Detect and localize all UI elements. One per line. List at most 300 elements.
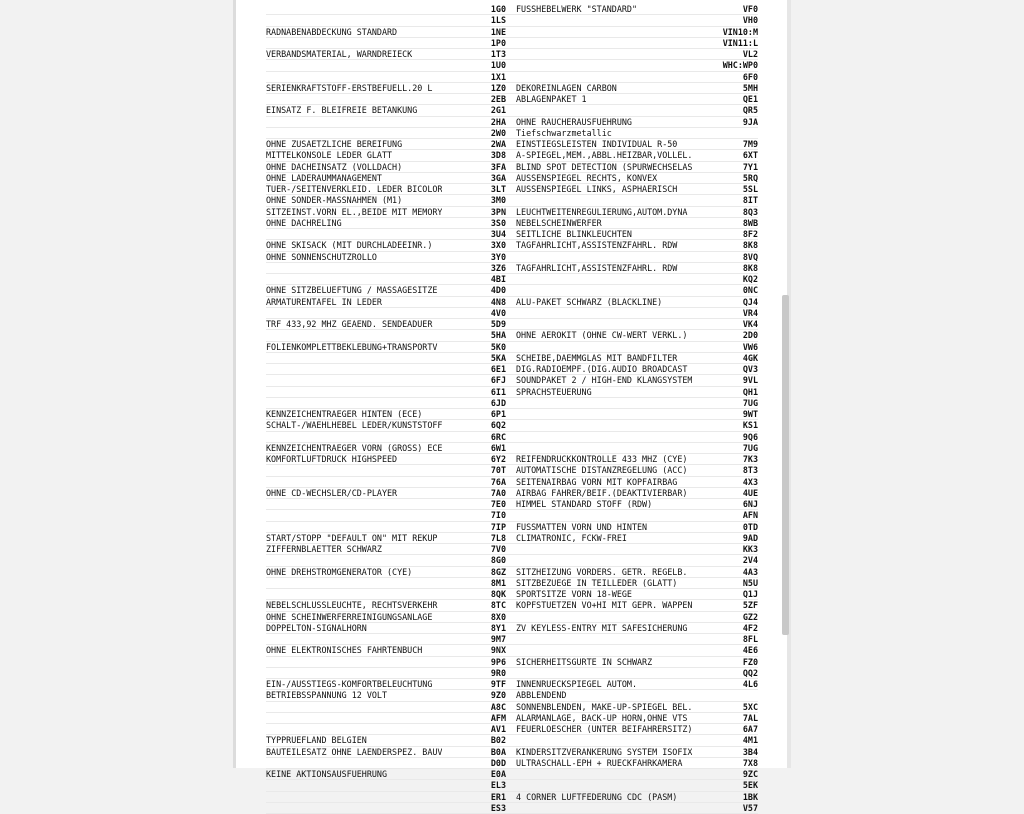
left-description: KOMFORTLUFTDRUCK HIGHSPEED — [266, 454, 398, 464]
left-description: EINSATZ F. BLEIFREIE BETANKUNG — [266, 105, 418, 116]
table-row — [266, 4, 758, 15]
column-gap — [506, 612, 516, 622]
table-row — [266, 240, 758, 251]
right-description — [516, 195, 692, 205]
right-option-code: 5RQ — [742, 172, 758, 183]
left-description: OHNE SITZBELUEFTUNG / MASSAGESITZE — [266, 285, 438, 296]
right-option-code: 9Q6 — [742, 431, 758, 442]
left-option-code: 9M7 — [490, 634, 506, 644]
left-option-code: 8Y1 — [490, 622, 506, 633]
right-description — [516, 27, 692, 37]
right-description — [516, 342, 692, 352]
table-row — [266, 297, 758, 308]
left-description — [266, 72, 442, 82]
left-option-code: A8C — [490, 701, 506, 712]
right-option-code: 7Y1 — [742, 161, 758, 172]
right-description: AIRBAG FAHRER/BEIF.(DEAKTIVIERBAR) — [516, 487, 688, 498]
table-row — [266, 668, 758, 679]
table-row — [266, 465, 758, 476]
right-description: HIMMEL STANDARD STOFF (RDW) — [516, 499, 653, 509]
column-gap — [506, 735, 516, 745]
table-row — [266, 578, 758, 589]
right-option-code: 8VQ — [742, 251, 758, 262]
right-description: LEUCHTWEITENREGULIERUNG,AUTOM.DYNA — [516, 206, 688, 217]
left-option-code: 1LS — [490, 15, 506, 26]
left-description — [266, 375, 442, 385]
left-option-code: 4BI — [490, 274, 506, 284]
table-row — [266, 443, 758, 454]
right-option-code: QJ4 — [742, 296, 758, 307]
left-option-code: ES3 — [490, 802, 506, 813]
left-option-code: E0A — [490, 769, 506, 779]
right-option-code: VIN11:L — [722, 37, 758, 48]
right-option-code: 7UG — [742, 397, 758, 408]
left-description — [266, 499, 442, 509]
left-description: RADNABENABDECKUNG STANDARD — [266, 26, 398, 37]
left-option-code: 7E0 — [490, 499, 506, 509]
right-option-code: 2D0 — [742, 330, 758, 341]
left-option-code: 6I1 — [490, 386, 506, 397]
left-option-code: 2W0 — [490, 127, 506, 138]
right-option-code: QV3 — [742, 364, 758, 374]
left-description: DOPPELTON-SIGNALHORN — [266, 622, 367, 633]
right-description — [516, 398, 692, 408]
right-description: SEITLICHE BLINKLEUCHTEN — [516, 229, 632, 239]
right-option-code: 8FL — [742, 634, 758, 644]
column-gap — [506, 72, 516, 82]
right-description: SONNENBLENDEN, MAKE-UP-SPIEGEL BEL. — [516, 701, 692, 712]
right-option-code: 3B4 — [742, 746, 758, 757]
table-row — [266, 510, 758, 521]
left-option-code: 3PN — [490, 206, 506, 217]
table-row — [266, 612, 758, 623]
table-row — [266, 342, 758, 353]
right-description — [516, 420, 692, 430]
right-description — [516, 634, 692, 644]
table-row — [266, 72, 758, 83]
column-gap — [506, 60, 516, 70]
left-description — [266, 634, 442, 644]
left-option-code: 8TC — [490, 600, 506, 611]
right-description: TAGFAHRLICHT,ASSISTENZFAHRL. RDW — [516, 240, 678, 251]
right-description — [516, 510, 692, 520]
right-option-code: 7K3 — [742, 454, 758, 464]
table-row — [266, 308, 758, 319]
left-description: OHNE ZUSAETZLICHE BEREIFUNG — [266, 139, 403, 149]
right-description — [516, 285, 692, 295]
column-gap — [506, 49, 516, 59]
left-description — [266, 724, 442, 734]
column-gap — [506, 555, 516, 565]
left-option-code: 6Q2 — [490, 420, 506, 431]
right-option-code: 7X8 — [742, 757, 758, 768]
column-gap — [506, 240, 516, 250]
left-option-code: 3M0 — [490, 195, 506, 206]
column-gap — [506, 769, 516, 779]
right-option-code: N5U — [742, 577, 758, 588]
right-option-code: 8K8 — [742, 240, 758, 251]
left-description: OHNE SONNENSCHUTZROLLO — [266, 251, 377, 262]
left-option-code: 3X0 — [490, 240, 506, 251]
right-description: BLIND SPOT DETECTION (SPURWECHSELAS — [516, 161, 692, 172]
table-row — [266, 330, 758, 341]
table-row — [266, 353, 758, 364]
right-description — [516, 105, 692, 115]
left-option-code: 3FA — [490, 161, 506, 172]
right-description: ABLAGENPAKET 1 — [516, 94, 587, 104]
right-description: FEUERLOESCHER (UNTER BEIFAHRERSITZ) — [516, 724, 692, 734]
left-description: TUER-/SEITENVERKLEID. LEDER BICOLOR — [266, 184, 442, 194]
left-option-code: 8X0 — [490, 611, 506, 622]
column-gap — [506, 375, 516, 385]
column-gap — [506, 342, 516, 352]
right-description — [516, 769, 692, 779]
right-option-code: 8Q3 — [742, 206, 758, 217]
table-row — [266, 533, 758, 544]
left-option-code: 8GZ — [490, 566, 506, 577]
right-option-code: QH1 — [742, 386, 758, 397]
column-gap — [506, 330, 516, 340]
right-description — [516, 72, 692, 82]
right-description — [516, 252, 692, 262]
table-row — [266, 432, 758, 443]
right-option-code: 5MH — [742, 82, 758, 93]
left-option-code: 7IP — [490, 521, 506, 532]
left-description: OHNE DACHRELING — [266, 217, 342, 228]
right-option-code: QQ2 — [742, 667, 758, 678]
left-option-code: 76A — [490, 476, 506, 487]
table-row — [266, 758, 758, 769]
right-description — [516, 645, 692, 655]
right-description: DEKOREINLAGEN CARBON — [516, 82, 617, 93]
column-gap — [506, 803, 516, 813]
left-description — [266, 128, 442, 138]
column-gap — [506, 522, 516, 532]
table-row — [266, 780, 758, 791]
left-option-code: 6W1 — [490, 442, 506, 453]
right-description — [516, 544, 692, 554]
right-option-code: 0TD — [742, 521, 758, 532]
left-description — [266, 398, 442, 408]
table-row — [266, 589, 758, 600]
left-option-code: AV1 — [490, 724, 506, 734]
column-gap — [506, 285, 516, 295]
column-gap — [506, 668, 516, 678]
left-description — [266, 387, 442, 397]
right-option-code: 5ZF — [742, 600, 758, 611]
left-option-code: 2HA — [490, 116, 506, 127]
table-row — [266, 117, 758, 128]
table-row — [266, 679, 758, 690]
table-row — [266, 375, 758, 386]
right-option-code: 7M9 — [742, 139, 758, 149]
left-option-code: D0D — [490, 757, 506, 768]
column-gap — [506, 195, 516, 205]
left-option-code: 1T3 — [490, 49, 506, 59]
table-row — [266, 555, 758, 566]
column-gap — [506, 589, 516, 599]
right-description — [516, 780, 692, 790]
left-option-code: 5KA — [490, 352, 506, 363]
column-gap — [506, 488, 516, 498]
left-option-code: 3GA — [490, 172, 506, 183]
left-description: SCHALT-/WAEHLHEBEL LEDER/KUNSTSTOFF — [266, 420, 442, 431]
left-description: OHNE SONDER-MASSNAHMEN (M1) — [266, 195, 403, 206]
left-option-code: 9P6 — [490, 656, 506, 667]
right-description — [516, 612, 692, 622]
table-row — [266, 488, 758, 499]
column-gap — [506, 162, 516, 172]
right-description — [516, 308, 692, 318]
left-description — [266, 589, 442, 599]
right-option-code: 6NJ — [742, 499, 758, 509]
left-description — [266, 702, 442, 712]
column-gap — [506, 420, 516, 430]
table-row — [266, 207, 758, 218]
left-option-code: 7A0 — [490, 487, 506, 498]
right-option-code: AFN — [742, 510, 758, 521]
left-description — [266, 38, 442, 48]
right-option-code: VH0 — [742, 15, 758, 26]
table-row — [266, 522, 758, 533]
table-row — [266, 49, 758, 60]
table-row — [266, 600, 758, 611]
options-document-page — [233, 0, 790, 813]
left-description — [266, 713, 442, 723]
left-option-code: ER1 — [490, 791, 506, 802]
left-description — [266, 274, 442, 284]
left-description — [266, 117, 442, 127]
table-row — [266, 645, 758, 656]
right-option-code: QE1 — [742, 94, 758, 104]
right-description — [516, 668, 692, 678]
column-gap — [506, 747, 516, 757]
right-description: TAGFAHRLICHT,ASSISTENZFAHRL. RDW — [516, 262, 678, 273]
left-description: OHNE SKISACK (MIT DURCHLADEEINR.) — [266, 240, 433, 251]
table-row — [266, 747, 758, 758]
left-option-code: 9NX — [490, 645, 506, 656]
left-description — [266, 60, 442, 70]
column-gap — [506, 139, 516, 149]
column-gap — [506, 432, 516, 442]
left-description — [266, 555, 442, 565]
left-description: OHNE CD-WECHSLER/CD-PLAYER — [266, 487, 398, 498]
left-description — [266, 432, 442, 442]
column-gap — [506, 387, 516, 397]
column-gap — [506, 792, 516, 802]
left-option-code: 5D9 — [490, 319, 506, 329]
scrollbar-thumb[interactable] — [782, 295, 789, 635]
right-description: NEBELSCHEINWERFER — [516, 217, 602, 228]
right-description — [516, 409, 692, 419]
left-description: OHNE LADERAUMMANAGEMENT — [266, 172, 382, 183]
left-description — [266, 780, 442, 790]
table-row — [266, 252, 758, 263]
left-description: ARMATURENTAFEL IN LEDER — [266, 296, 382, 307]
right-option-code: 5SL — [742, 184, 758, 194]
right-option-code: 9VL — [742, 375, 758, 386]
right-option-code: 5XC — [742, 701, 758, 712]
left-option-code: 7L8 — [490, 532, 506, 543]
table-row — [266, 60, 758, 71]
left-option-code: 3S0 — [490, 217, 506, 228]
left-option-code: 5K0 — [490, 341, 506, 352]
left-option-code: 70T — [490, 465, 506, 476]
left-description — [266, 792, 442, 802]
right-description — [516, 803, 692, 813]
left-option-code: 2EB — [490, 94, 506, 104]
column-gap — [506, 645, 516, 655]
left-option-code: 9TF — [490, 679, 506, 689]
table-row — [266, 139, 758, 150]
left-description — [266, 353, 442, 363]
left-option-code: 3LT — [490, 184, 506, 194]
right-option-code: KS1 — [742, 420, 758, 431]
table-row — [266, 83, 758, 94]
left-description — [266, 510, 442, 520]
column-gap — [506, 207, 516, 217]
right-option-code: 5EK — [742, 780, 758, 791]
right-description — [516, 38, 692, 48]
column-gap — [506, 758, 516, 768]
right-option-code: QR5 — [742, 105, 758, 116]
table-row — [266, 657, 758, 668]
right-option-code: VL2 — [742, 49, 758, 59]
table-row — [266, 398, 758, 409]
right-description — [516, 555, 692, 565]
right-option-code: VIN10:M — [722, 26, 758, 37]
left-option-code: 2G1 — [490, 105, 506, 116]
right-option-code: 4F2 — [742, 622, 758, 633]
column-gap — [506, 510, 516, 520]
table-row — [266, 769, 758, 780]
table-row — [266, 454, 758, 465]
left-option-code: 6JD — [490, 397, 506, 408]
column-gap — [506, 702, 516, 712]
left-option-code: 2WA — [490, 139, 506, 149]
table-row — [266, 218, 758, 229]
left-option-code: 6Y2 — [490, 454, 506, 464]
column-gap — [506, 252, 516, 262]
right-option-code: FZ0 — [742, 656, 758, 667]
right-description: OHNE AEROKIT (OHNE CW-WERT VERKL.) — [516, 330, 688, 341]
left-description — [266, 578, 442, 588]
right-description: SICHERHEITSGURTE IN SCHWARZ — [516, 656, 653, 667]
right-option-code: 9ZC — [742, 769, 758, 779]
column-gap — [506, 544, 516, 554]
right-option-code: V57 — [742, 802, 758, 813]
right-description: KOPFSTUETZEN VO+HI MIT GEPR. WAPPEN — [516, 600, 692, 611]
left-option-code: 8QK — [490, 589, 506, 599]
left-description — [266, 522, 442, 532]
right-margin — [791, 0, 1024, 768]
right-description: INNENRUECKSPIEGEL AUTOM. — [516, 679, 638, 689]
table-row — [266, 634, 758, 645]
column-gap — [506, 27, 516, 37]
column-gap — [506, 274, 516, 284]
table-row — [266, 184, 758, 195]
right-option-code: 2V4 — [742, 555, 758, 566]
left-option-code: B02 — [490, 735, 506, 746]
column-gap — [506, 364, 516, 374]
left-option-code: 3Y0 — [490, 251, 506, 262]
left-option-code: B0A — [490, 746, 506, 757]
right-option-code — [692, 128, 758, 138]
left-description: MITTELKONSOLE LEDER GLATT — [266, 150, 393, 161]
left-option-code: 7V0 — [490, 544, 506, 554]
column-gap — [506, 634, 516, 644]
right-description: FUSSHEBELWERK "STANDARD" — [516, 4, 638, 14]
table-row — [266, 229, 758, 240]
left-option-code: 1Z0 — [490, 82, 506, 93]
table-row — [266, 128, 758, 139]
left-description: KENNZEICHENTRAEGER VORN (GROSS) ECE — [266, 442, 442, 453]
column-gap — [506, 150, 516, 160]
right-option-code: VR4 — [742, 307, 758, 318]
right-description: SEITENAIRBAG VORN MIT KOPFAIRBAG — [516, 476, 678, 487]
right-description: FUSSMATTEN VORN UND HINTEN — [516, 521, 648, 532]
table-row — [266, 567, 758, 578]
table-row — [266, 319, 758, 330]
column-gap — [506, 454, 516, 464]
right-option-code: WHC:WP0 — [722, 60, 758, 71]
left-option-code: AFM — [490, 712, 506, 723]
left-option-code: 5HA — [490, 330, 506, 341]
left-option-code: 6P1 — [490, 409, 506, 419]
column-gap — [506, 409, 516, 419]
left-description — [266, 803, 442, 813]
right-description: ZV KEYLESS-ENTRY MIT SAFESICHERUNG — [516, 622, 688, 633]
left-description: KENNZEICHENTRAEGER HINTEN (ECE) — [266, 409, 423, 419]
table-row — [266, 263, 758, 274]
right-description — [516, 49, 692, 59]
right-description — [516, 443, 692, 453]
column-gap — [506, 319, 516, 329]
column-gap — [506, 4, 516, 14]
column-gap — [506, 477, 516, 487]
column-gap — [506, 623, 516, 633]
right-option-code: 4L6 — [742, 679, 758, 689]
right-option-code: 7AL — [742, 712, 758, 723]
table-row — [266, 420, 758, 431]
right-option-code: 8K8 — [742, 262, 758, 273]
column-gap — [506, 38, 516, 48]
left-description — [266, 308, 442, 318]
column-gap — [506, 533, 516, 543]
left-option-code: 1U0 — [490, 60, 506, 71]
left-option-code: 4N8 — [490, 296, 506, 307]
table-row — [266, 623, 758, 634]
left-description: TRF 433,92 MHZ GEAEND. SENDEADUER — [266, 319, 433, 329]
right-option-code: 4A3 — [742, 566, 758, 577]
right-option-code: 4GK — [742, 352, 758, 363]
right-description: AUSSENSPIEGEL RECHTS, KONVEX — [516, 172, 658, 183]
table-row — [266, 409, 758, 420]
table-row — [266, 195, 758, 206]
left-description: OHNE DACHEINSATZ (VOLLDACH) — [266, 161, 403, 172]
right-description: A-SPIEGEL,MEM.,ABBL.HEIZBAR,VOLLEL. — [516, 150, 692, 161]
left-option-code: 8G0 — [490, 555, 506, 566]
column-gap — [506, 353, 516, 363]
right-description — [516, 735, 692, 745]
options-table — [266, 4, 758, 814]
left-description — [266, 4, 442, 14]
column-gap — [506, 105, 516, 115]
right-description: ABBLENDEND — [516, 690, 567, 701]
left-description: FOLIENKOMPLETTBEKLEBUNG+TRANSPORTV — [266, 341, 438, 352]
left-description: NEBELSCHLUSSLEUCHTE, RECHTSVERKEHR — [266, 600, 438, 611]
right-description: Tiefschwarzmetallic — [516, 127, 612, 138]
